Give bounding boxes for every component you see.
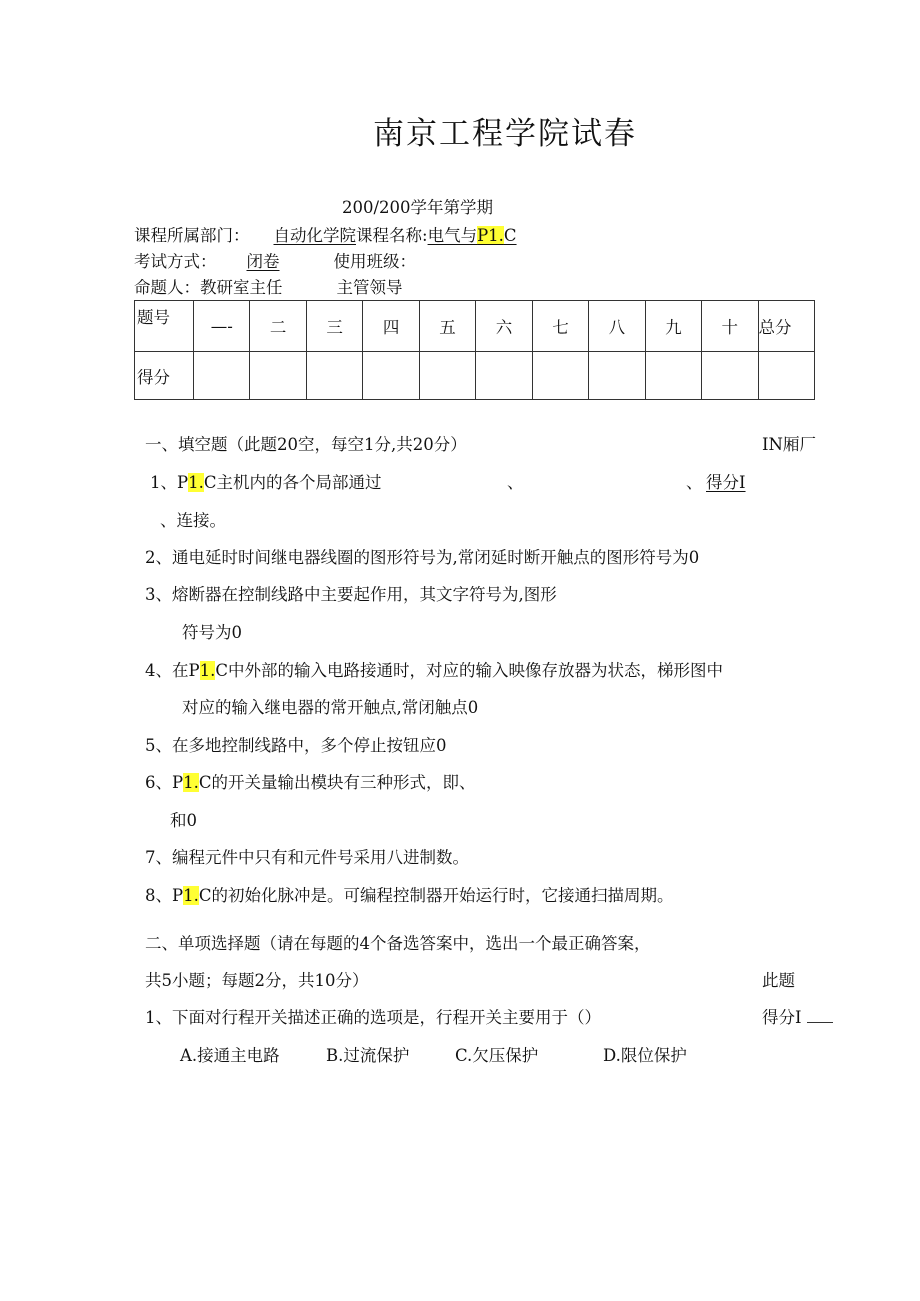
exam-mode-line	[134, 248, 416, 272]
row-label-score: 得分	[135, 352, 194, 400]
q1-6-text: C的开关量输出模块有三种形式，即、	[198, 773, 476, 792]
q1-6	[145, 769, 475, 793]
score-row	[135, 352, 815, 400]
q2-1-option-a: A.接通主电路	[180, 1046, 280, 1065]
col-1: —-	[194, 301, 250, 352]
col-10: 十	[702, 301, 758, 352]
col-4: 四	[363, 301, 419, 352]
q1-8-hl: 1.	[183, 886, 199, 905]
dept-line	[134, 222, 517, 246]
q1-8-text: C的初始化脉冲是。可编程控制器开始运行时，它接通扫描周期。	[198, 886, 674, 905]
row-label-question: 题号	[135, 301, 194, 352]
score-table	[134, 300, 815, 400]
col-3: 三	[306, 301, 362, 352]
q1-1-score: 得分I	[706, 473, 746, 492]
section2-side-note2: 得分I	[762, 1008, 802, 1027]
score-cell	[476, 352, 532, 400]
course-value-pre: 电气与	[427, 226, 478, 245]
q1-6-hl: 1.	[183, 773, 199, 792]
q1-1-hl: 1.	[188, 473, 204, 492]
exam-title: 南京工程学院试春	[373, 116, 637, 152]
q1-1	[150, 469, 381, 493]
q1-4-cont: 对应的输入继电器的常开触点,常闭触点0	[182, 698, 479, 717]
q1-1-cont: 、连接。	[160, 511, 226, 530]
leader-label: 主管领导	[336, 278, 403, 297]
section2-heading: 二、单项选择题（请在每题的4个备选答案中，选出一个最正确答案，	[145, 934, 651, 953]
col-9: 九	[645, 301, 701, 352]
q2-1-option-c: C.欠压保护	[455, 1046, 539, 1065]
score-cell	[532, 352, 588, 400]
section1-heading: 一、填空题（此题20空，每空1分,共20分）	[145, 435, 467, 454]
col-5: 五	[419, 301, 475, 352]
question-number-row	[135, 301, 815, 352]
q1-6-prefix: 6、P	[145, 773, 184, 792]
q1-3-cont: 符号为0	[182, 623, 242, 642]
office-label: 教研室主任	[200, 278, 283, 297]
q1-5: 5、在多地控制线路中，多个停止按钮应0	[145, 736, 447, 755]
q1-1-text: C主机内的各个局部通过	[203, 473, 382, 492]
course-value-post: C	[503, 226, 517, 245]
score-cell	[363, 352, 419, 400]
q1-2: 2、通电延时时间继电器线圈的图形符号为,常闭延时断开触点的图形符号为0	[145, 548, 700, 567]
score-cell	[306, 352, 362, 400]
exam-mode-value: 闭卷	[246, 252, 280, 271]
q1-7: 7、编程元件中只有和元件号采用八进制数。	[145, 848, 469, 867]
class-label: 使用班级：	[333, 252, 416, 271]
q1-3: 3、熔断器在控制线路中主要起作用，其文字符号为,图形	[145, 585, 557, 604]
q2-1-option-b: B.过流保护	[326, 1046, 410, 1065]
semester: 200/200学年第学期	[342, 198, 494, 217]
q1-8	[145, 882, 673, 906]
score-blank-line	[807, 1008, 833, 1023]
q1-4-text: C中外部的输入电路接通时，对应的输入映像存放器为状态，梯形图中	[215, 661, 723, 680]
score-cell-total	[758, 352, 814, 400]
q1-4	[145, 657, 723, 681]
score-cell	[645, 352, 701, 400]
q2-1-option-d: D.限位保护	[603, 1046, 687, 1065]
setter-label: 命题人：	[134, 278, 200, 297]
score-cell	[250, 352, 306, 400]
col-2: 二	[250, 301, 306, 352]
dept-value: 自动化学院	[273, 226, 356, 245]
dept-label: 课程所属部门：	[134, 226, 250, 245]
score-cell	[589, 352, 645, 400]
q1-4-prefix: 4、在P	[145, 661, 200, 680]
col-7: 七	[532, 301, 588, 352]
course-label: 课程名称:	[356, 226, 428, 245]
q2-1: 1、下面对行程开关描述正确的选项是，行程开关主要用于（）	[145, 1008, 601, 1027]
q1-4-hl: 1.	[199, 661, 216, 680]
q1-1-sep1: 、	[507, 473, 524, 492]
section1-side-note: IN厢厂	[762, 435, 816, 454]
q1-1-prefix: 1、P	[150, 473, 189, 492]
col-total: 总分	[758, 301, 814, 352]
q1-1-sep2: 、	[686, 473, 703, 492]
score-cell	[194, 352, 250, 400]
course-value	[428, 226, 517, 245]
course-value-hl: P1.	[477, 226, 504, 245]
section2-score	[762, 1004, 833, 1028]
section2-side-note1: 此题	[762, 971, 795, 990]
setter-line	[134, 274, 403, 298]
q1-8-prefix: 8、P	[145, 886, 184, 905]
col-8: 八	[589, 301, 645, 352]
col-6: 六	[476, 301, 532, 352]
exam-mode-label: 考试方式：	[134, 252, 217, 271]
score-cell	[702, 352, 758, 400]
score-cell	[419, 352, 475, 400]
q1-6-cont: 和0	[170, 811, 197, 830]
section2-heading-cont: 共5小题；每题2分，共10分）	[145, 971, 369, 990]
